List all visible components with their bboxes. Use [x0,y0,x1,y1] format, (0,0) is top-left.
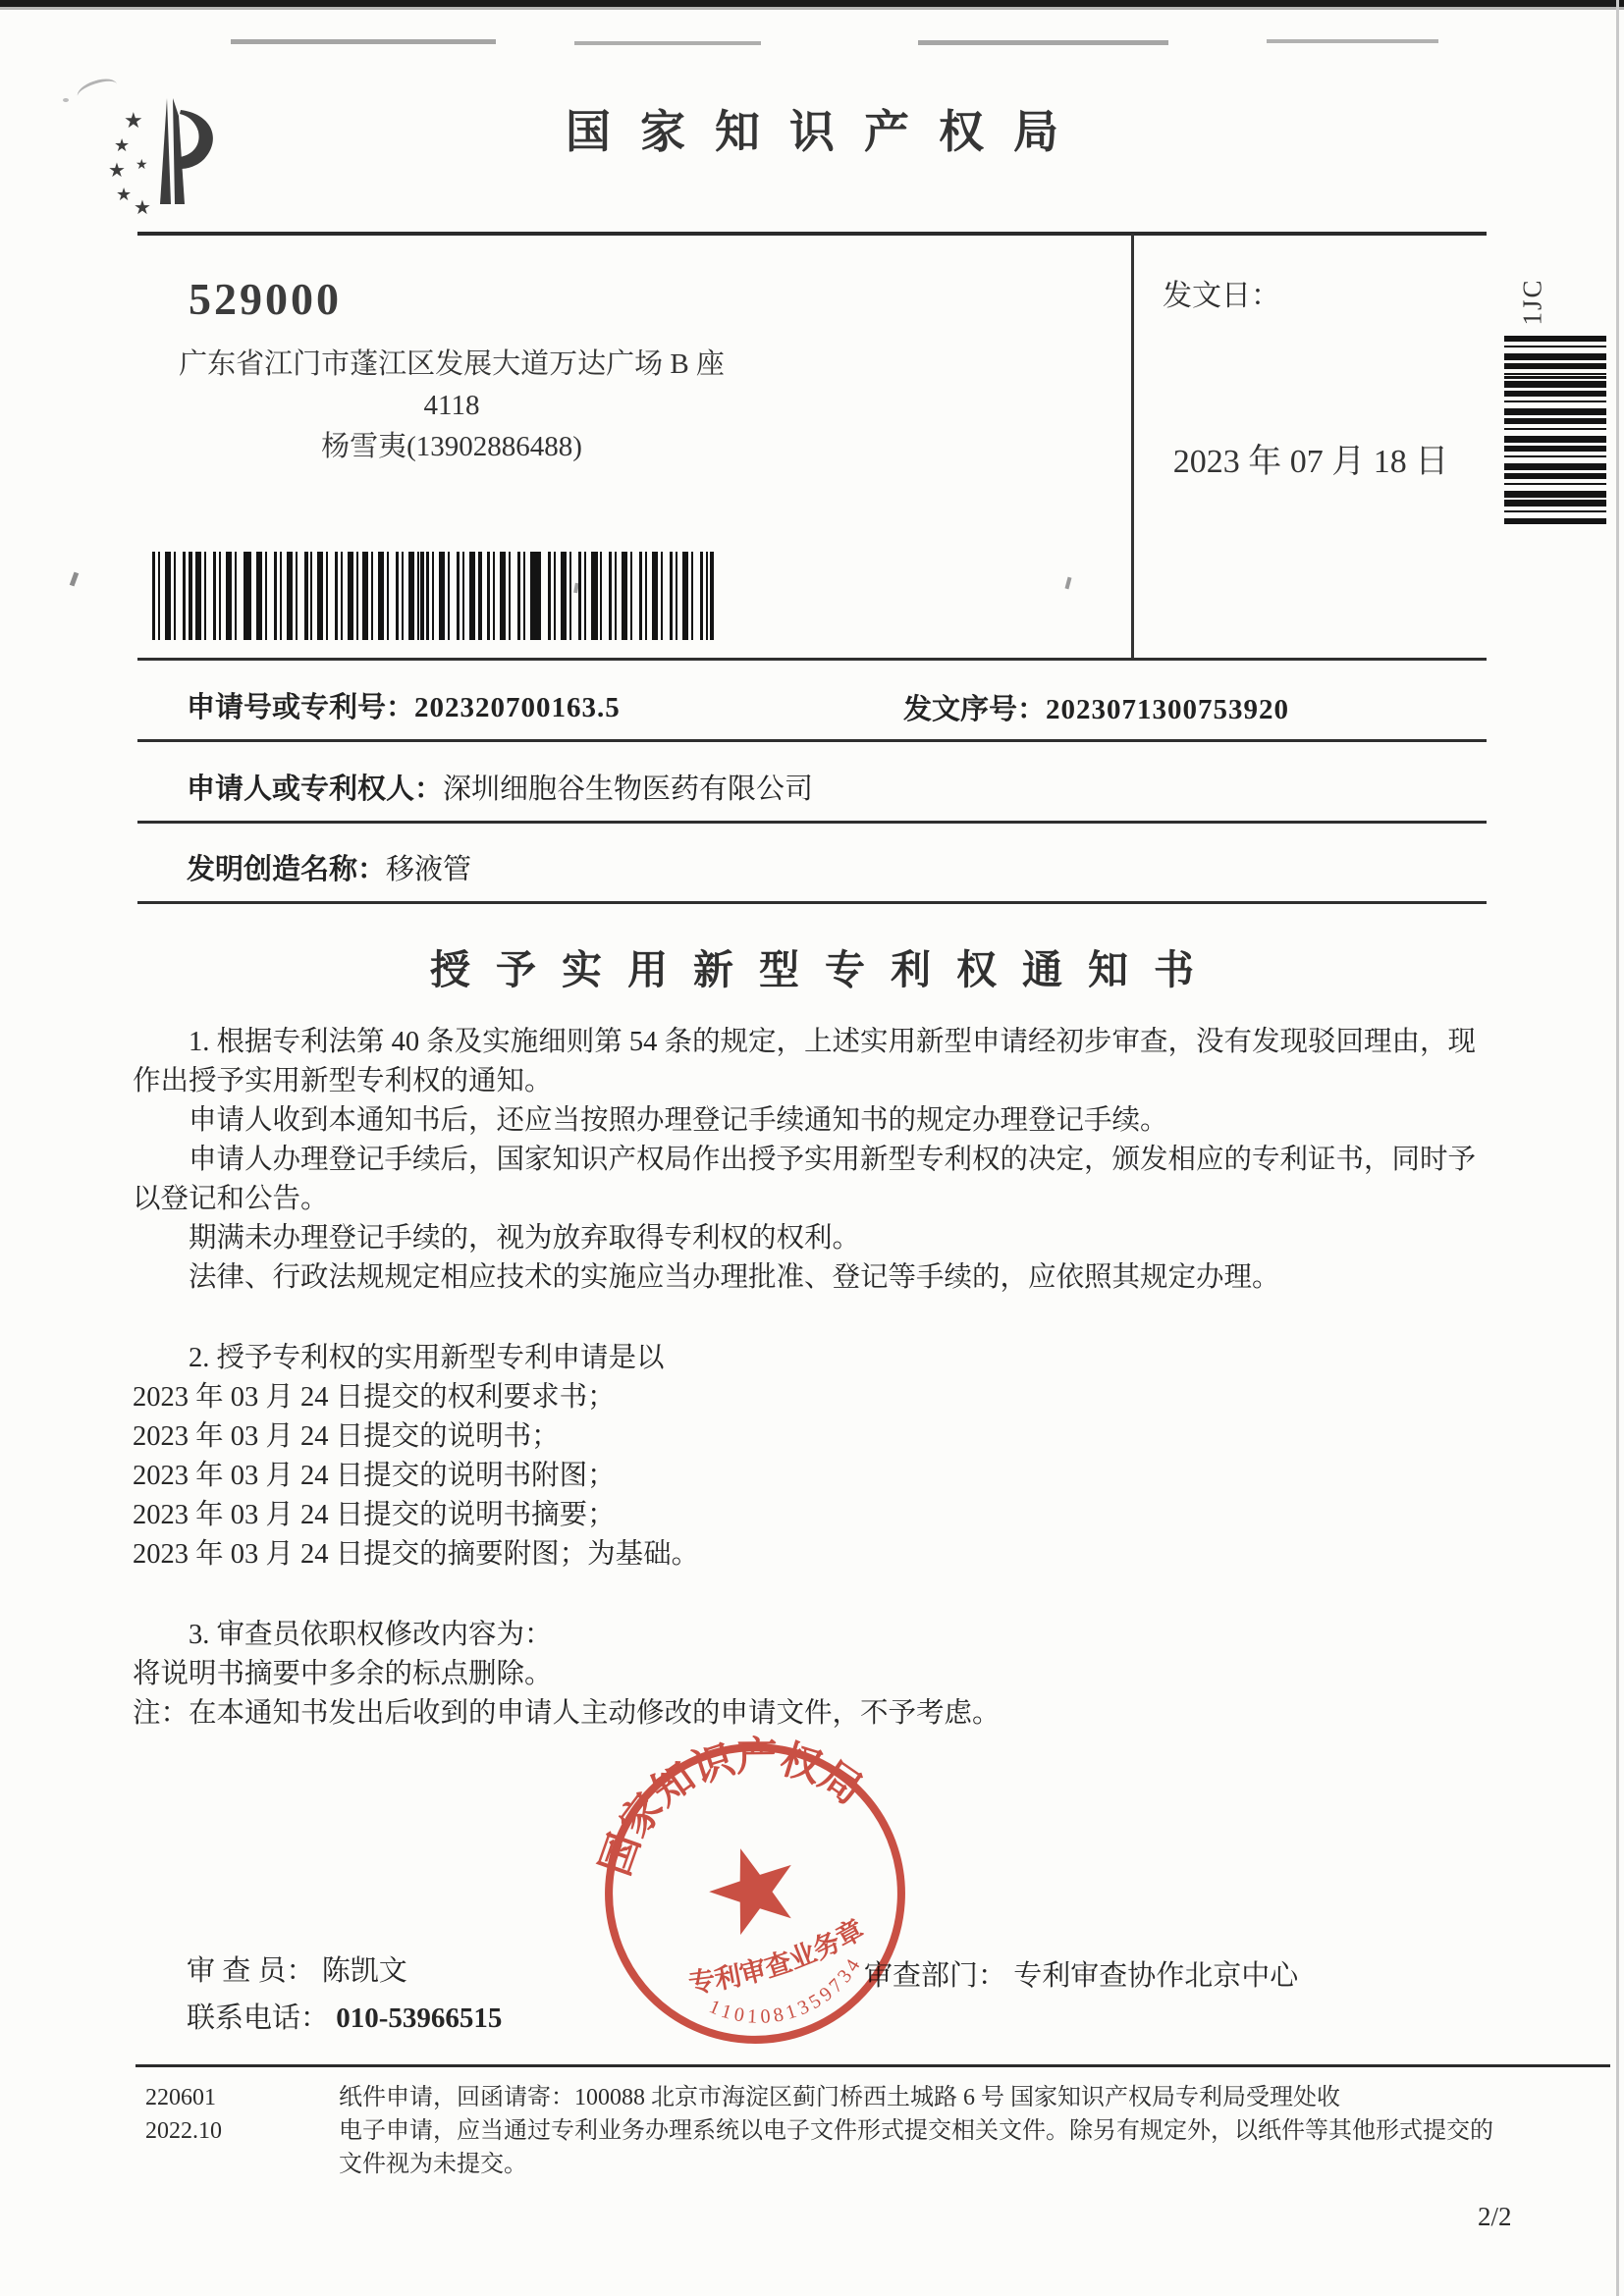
phone-value: 010-53966515 [336,2002,503,2034]
body-paragraph: 3. 审查员依职权修改内容为： [189,1620,553,1650]
body-paragraph: 2023 年 03 月 24 日提交的权利要求书； [133,1382,616,1413]
scan-artifact-line [231,39,496,44]
official-seal [556,1694,954,2093]
examiner-label: 审 查 员： [187,1955,315,1987]
invention-title-row [187,847,471,887]
svg-text:★: ★ [108,158,126,182]
body-paragraph: 2023 年 03 月 24 日提交的摘要附图；为基础。 [133,1539,700,1570]
footer-line: 纸件申请，回函请寄：100088 北京市海淀区蓟门桥西土城路 6 号 国家知识产权局专利局受理处收 [339,2085,1340,2110]
applicant-row [187,767,813,807]
body-paragraph: 将说明书摘要中多余的标点删除。 [133,1659,553,1689]
scan-artifact-right-edge [1616,0,1619,2296]
body-paragraph: 1. 根据专利法第 40 条及实施细则第 54 条的规定，上述实用新型申请经初步审查，没有发现驳回理由，现作出授予实用新型专利权的通知。 [133,1027,1477,1096]
recipient-address-block [177,344,727,467]
seal-top-text: 国家知识产权局 [592,1734,871,1882]
body-paragraph: 申请人收到本通知书后，还应当按照办理登记手续通知书的规定办理登记手续。 [189,1105,1168,1136]
application-number-value: 202320700163.5 [414,692,621,723]
scan-artifact-line [1267,39,1438,43]
invention-title-value: 移液管 [386,854,472,885]
department-label: 审查部门： [864,1960,1007,1992]
body-paragraph: 期满未办理登记手续的，视为放弃取得专利权的权利。 [189,1223,861,1254]
applicant-value: 深圳细胞谷生物医药有限公司 [443,774,814,805]
phone-row [187,1995,502,2042]
recipient-name-phone: 杨雪夷(13902886488) [321,431,582,462]
header-rule [137,232,1487,236]
body-paragraph: 2. 授予专利权的实用新型专利申请是以 [189,1343,665,1373]
department-value: 专利审查协作北京中心 [1013,1960,1299,1992]
body-paragraph: 2023 年 03 月 24 日提交的说明书附图； [133,1461,616,1491]
svg-text:★: ★ [135,157,148,173]
body-paragraph: 申请人办理登记手续后，国家知识产权局作出授予实用新型专利权的决定，颁发相应的专利证书，同时予以登记和公告。 [133,1145,1477,1214]
scan-artifact-line [574,41,761,45]
recipient-address: 广东省江门市蓬江区发展大道万达广场 B 座 4118 [179,348,725,421]
body-paragraph: 2023 年 03 月 24 日提交的说明书； [133,1421,560,1452]
form-date: 2022.10 [145,2118,222,2144]
field-rule [137,739,1487,742]
scan-speck [1065,577,1072,590]
side-code [1489,267,1577,336]
application-number-label: 申请号或专利号： [187,692,415,723]
side-barcode [1504,336,1606,524]
footer-line: 电子申请，应当通过专利业务办理系统以电子文件形式提交相关文件。除另有规定外，以纸件等其他形式提交的 [339,2118,1493,2144]
seal-banner-text: 专利审查业务章 [686,1914,869,1999]
svg-text:★: ★ [124,109,143,133]
examiner-row [187,1948,502,1995]
block-bottom-rule [137,658,1487,661]
side-code-text: 1JC [1517,277,1547,326]
dispatch-serial-row [903,687,1289,727]
scan-speck [70,572,79,587]
footer-rule [135,2064,1610,2067]
seal-serial-digits: 1101081359734 [705,1951,867,2028]
seal-star-icon [699,1835,807,1940]
svg-text:★: ★ [114,135,131,156]
field-rule [137,901,1487,904]
form-code: 220601 [145,2085,216,2110]
examiner-block [187,1948,502,2042]
applicant-label: 申请人或专利权人： [187,774,444,805]
examiner-name: 陈凯文 [321,1955,407,1987]
recipient-postcode: 529000 [189,274,342,324]
field-rule [137,821,1487,824]
body-paragraph: 注：在本通知书发出后收到的申请人主动修改的申请文件，不予考虑。 [133,1698,1001,1729]
invention-title-label: 发明创造名称： [187,854,387,885]
dispatch-date-label: 发文日： [1163,280,1280,312]
body-paragraph: 2023 年 03 月 24 日提交的说明书摘要； [133,1500,616,1530]
footer-instructions [339,2081,1493,2181]
mailing-barcode [152,552,714,640]
phone-label: 联系电话： [187,2002,330,2034]
svg-text:★: ★ [116,185,133,205]
notice-body [133,1023,1497,1734]
dispatch-date-value: 2023 年 07 月 18 日 [1172,444,1449,480]
scan-artifact-top-bar [0,0,1624,7]
page-title-agency: 国家知识产权局 [566,107,1088,157]
svg-text:★: ★ [134,195,151,216]
scan-artifact-top-bar-2 [0,7,1624,10]
application-number-row [187,685,621,725]
dispatch-serial-value: 2023071300753920 [1046,694,1290,725]
notice-title: 授予实用新型专利权通知书 [430,947,1219,992]
dispatch-serial-label: 发文序号： [903,694,1047,725]
dispatch-divider [1131,234,1134,660]
page-number: 2/2 [1478,2202,1512,2231]
footer-line: 文件视为未提交。 [339,2152,527,2177]
scan-artifact-line [918,40,1168,45]
form-code-block [145,2081,222,2148]
body-paragraph: 法律、行政法规规定相应技术的实施应当办理批准、登记等手续的，应依照其规定办理。 [189,1262,1280,1293]
